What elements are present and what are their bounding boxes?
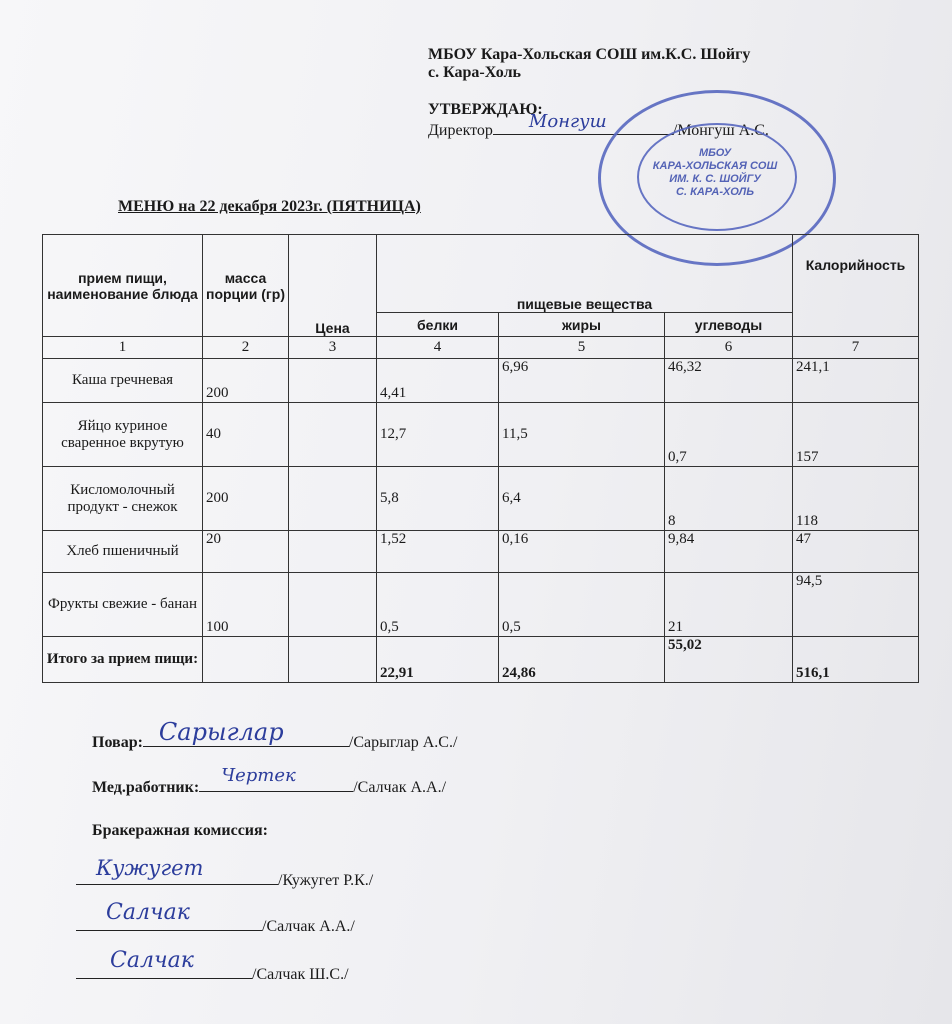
dish-carbs: 8 bbox=[665, 467, 793, 531]
table-row bbox=[43, 467, 919, 531]
dish-protein: 0,5 bbox=[377, 573, 499, 637]
dish-mass: 40 bbox=[203, 403, 289, 467]
table-row bbox=[43, 573, 919, 637]
member-signature: Салчак bbox=[106, 900, 190, 925]
dish-protein: 12,7 bbox=[377, 403, 499, 467]
dish-calories: 118 bbox=[793, 467, 919, 531]
total-protein: 22,91 bbox=[377, 637, 499, 683]
school-header bbox=[428, 46, 750, 82]
dish-name: Яйцо куриное сваренное вкрутую bbox=[43, 403, 203, 467]
village-name: с. Кара-Холь bbox=[428, 64, 522, 81]
menu-table bbox=[42, 234, 919, 683]
table-row bbox=[43, 403, 919, 467]
member-signature-line bbox=[76, 948, 252, 979]
dish-price bbox=[289, 359, 377, 403]
med-signature-line bbox=[199, 765, 353, 792]
member-signature-line bbox=[76, 900, 262, 931]
dish-carbs: 46,32 bbox=[665, 359, 793, 403]
commission-label: Бракеражная комиссия: bbox=[92, 822, 268, 839]
column-number: 2 bbox=[203, 337, 289, 359]
header-carbs: углеводы bbox=[665, 313, 793, 337]
dish-fat: 6,96 bbox=[499, 359, 665, 403]
director-name: /Монгуш А.С. bbox=[672, 122, 769, 139]
header-nutrients: пищевые вещества bbox=[377, 235, 793, 313]
member-signature-line bbox=[76, 856, 278, 885]
dish-fat: 11,5 bbox=[499, 403, 665, 467]
dish-calories: 94,5 bbox=[793, 573, 919, 637]
dish-price bbox=[289, 467, 377, 531]
dish-price bbox=[289, 573, 377, 637]
dish-carbs: 21 bbox=[665, 573, 793, 637]
commission-member bbox=[76, 948, 349, 984]
approval-position: Директор bbox=[428, 122, 493, 139]
seal-line: КАРА-ХОЛЬСКАЯ СОШ bbox=[652, 160, 778, 172]
commission-title-line bbox=[92, 822, 268, 840]
dish-calories: 241,1 bbox=[793, 359, 919, 403]
commission-member bbox=[76, 900, 355, 936]
dish-name: Хлеб пшеничный bbox=[43, 531, 203, 573]
dish-calories: 47 bbox=[793, 531, 919, 573]
member-name: /Салчак А.А./ bbox=[262, 918, 355, 935]
member-name: /Кужугет Р.К./ bbox=[278, 872, 374, 889]
cook-line bbox=[92, 718, 458, 752]
total-label: Итого за прием пищи: bbox=[43, 637, 203, 683]
seal-line: С. КАРА-ХОЛЬ bbox=[676, 186, 754, 198]
med-name: /Салчак А.А./ bbox=[353, 779, 447, 796]
commission-member bbox=[76, 856, 374, 890]
total-carbs: 55,02 bbox=[665, 637, 793, 683]
dish-carbs: 0,7 bbox=[665, 403, 793, 467]
cook-signature-line bbox=[143, 718, 349, 747]
menu-title: МЕНЮ на 22 декабря 2023г. (ПЯТНИЦА) bbox=[118, 198, 421, 215]
dish-mass: 20 bbox=[203, 531, 289, 573]
dish-carbs: 9,84 bbox=[665, 531, 793, 573]
total-price bbox=[289, 637, 377, 683]
column-number: 6 bbox=[665, 337, 793, 359]
seal-text bbox=[645, 147, 785, 199]
header-protein: белки bbox=[377, 313, 499, 337]
med-line bbox=[92, 765, 447, 797]
member-name: /Салчак Ш.С./ bbox=[252, 966, 349, 983]
cook-signature: Сарыглар bbox=[158, 718, 284, 746]
dish-name: Кисломолочный продукт - снежок bbox=[43, 467, 203, 531]
table-header-row bbox=[43, 235, 919, 313]
column-number-row bbox=[43, 337, 919, 359]
member-signature: Салчак bbox=[110, 948, 194, 973]
cook-name: /Сарыглар А.С./ bbox=[348, 734, 458, 751]
dish-protein: 4,41 bbox=[377, 359, 499, 403]
table-row bbox=[43, 531, 919, 573]
total-calories: 516,1 bbox=[793, 637, 919, 683]
table-row bbox=[43, 359, 919, 403]
header-mass: масса порции (гр) bbox=[203, 235, 289, 337]
dish-fat: 0,5 bbox=[499, 573, 665, 637]
seal-line: ИМ. К. С. ШОЙГУ bbox=[669, 173, 761, 185]
column-number: 1 bbox=[43, 337, 203, 359]
dish-calories: 157 bbox=[793, 403, 919, 467]
dish-price bbox=[289, 531, 377, 573]
dish-price bbox=[289, 403, 377, 467]
header-price: Цена bbox=[289, 235, 377, 337]
dish-protein: 1,52 bbox=[377, 531, 499, 573]
header-fat: жиры bbox=[499, 313, 665, 337]
seal-line: МБОУ bbox=[698, 147, 732, 159]
dish-name: Фрукты свежие - банан bbox=[43, 573, 203, 637]
header-calories: Калорийность bbox=[793, 235, 919, 337]
member-signature: Кужугет bbox=[96, 856, 204, 880]
director-signature: Монгуш bbox=[528, 111, 607, 132]
column-number: 7 bbox=[793, 337, 919, 359]
school-name: МБОУ Кара-Хольская СОШ им.К.С. Шойгу bbox=[428, 46, 751, 63]
total-mass bbox=[203, 637, 289, 683]
dish-name: Каша гречневая bbox=[43, 359, 203, 403]
total-fat: 24,86 bbox=[499, 637, 665, 683]
dish-fat: 0,16 bbox=[499, 531, 665, 573]
column-number: 5 bbox=[499, 337, 665, 359]
column-number: 3 bbox=[289, 337, 377, 359]
total-row bbox=[43, 637, 919, 683]
cook-label: Повар: bbox=[92, 734, 143, 751]
dish-mass: 100 bbox=[203, 573, 289, 637]
approval-title: УТВЕРЖДАЮ: bbox=[428, 101, 543, 118]
column-number: 4 bbox=[377, 337, 499, 359]
header-dish: прием пищи, наименование блюда bbox=[43, 235, 203, 337]
med-signature: Чертек bbox=[221, 765, 296, 786]
dish-mass: 200 bbox=[203, 359, 289, 403]
dish-mass: 200 bbox=[203, 467, 289, 531]
dish-protein: 5,8 bbox=[377, 467, 499, 531]
dish-fat: 6,4 bbox=[499, 467, 665, 531]
med-label: Мед.работник: bbox=[92, 779, 200, 796]
